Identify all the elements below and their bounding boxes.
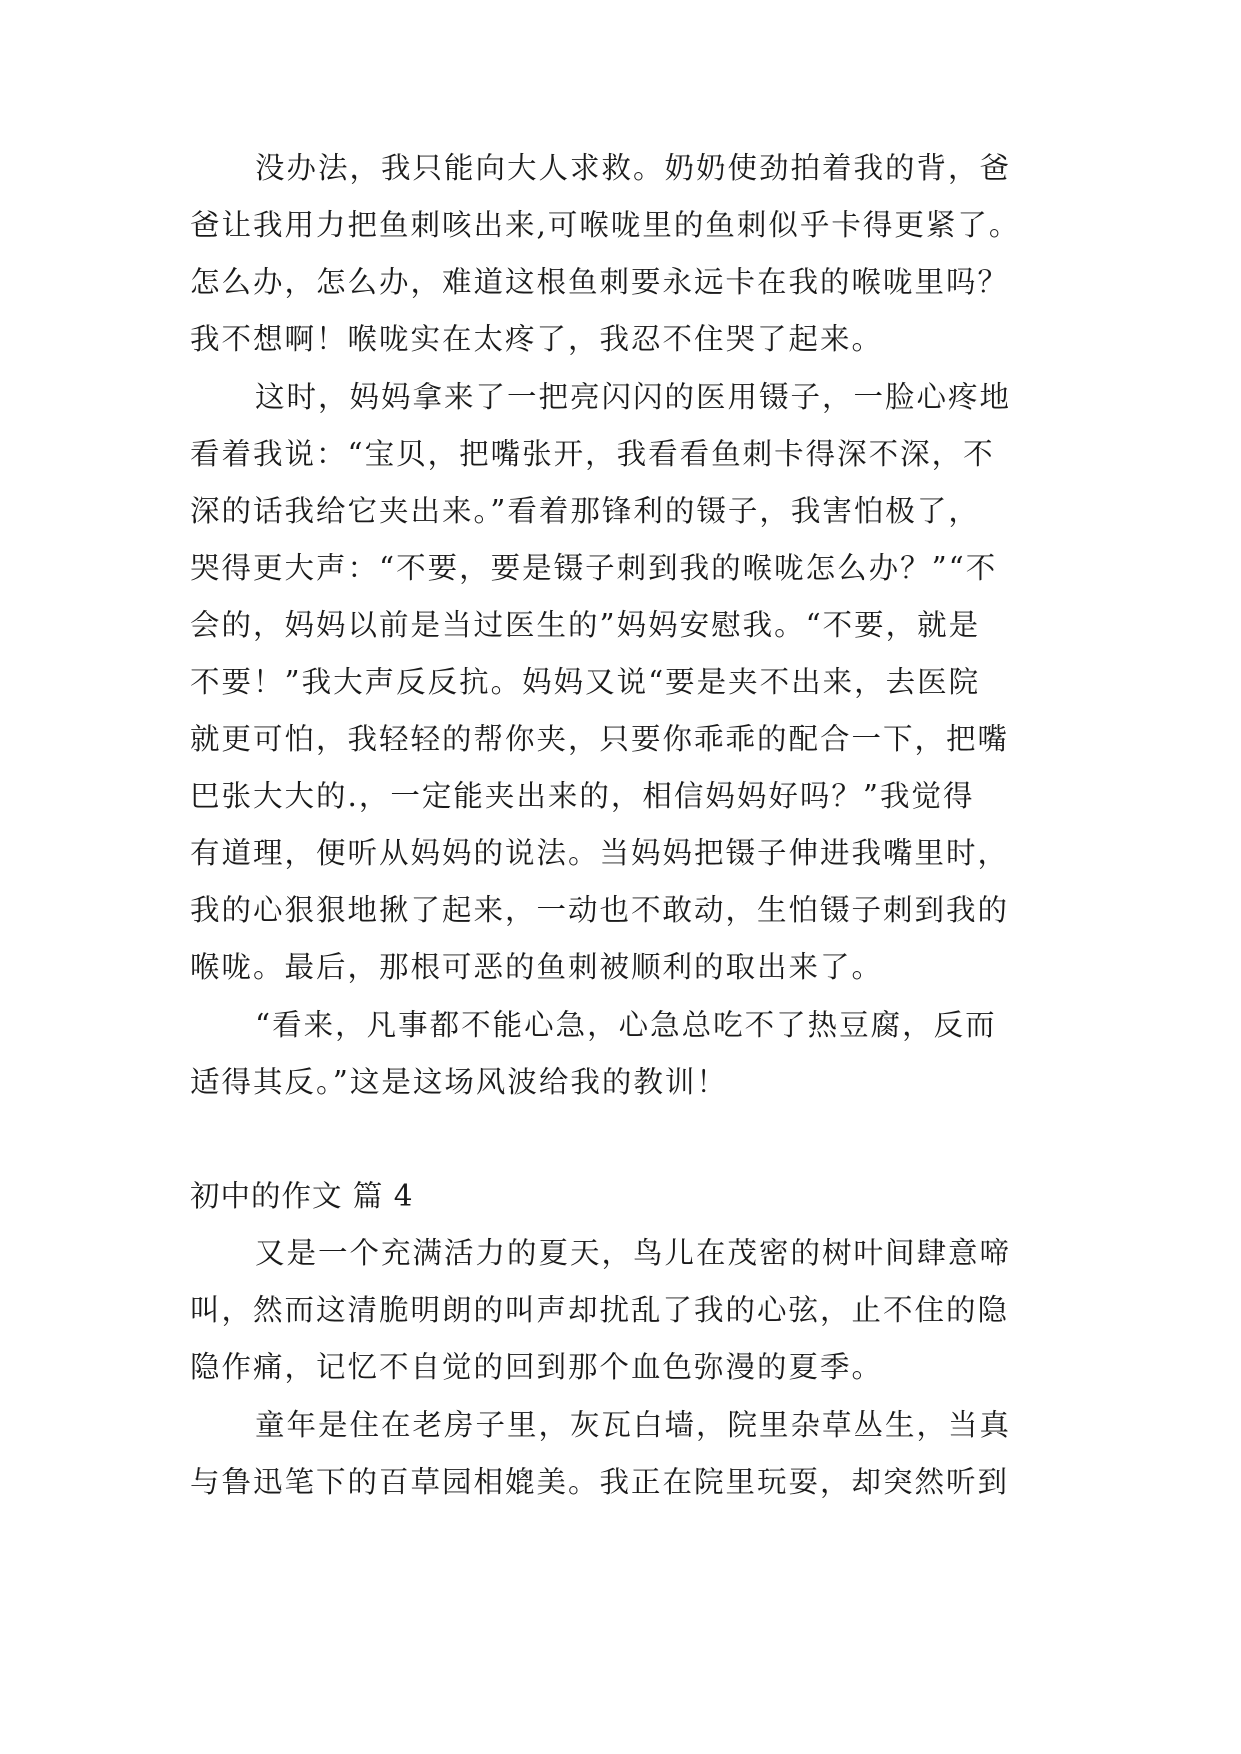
text-line: 爸让我用力把鱼刺咳出来,可喉咙里的鱼刺似乎卡得更紧了。 (190, 208, 1021, 242)
text-line: 我不想啊！喉咙实在太疼了，我忍不住哭了起来。 (190, 322, 884, 356)
section-heading: 初中的作文 篇 4 (190, 1179, 414, 1213)
text-line: 看着我说：“宝贝，把嘴张开，我看看鱼刺卡得深不深，不 (190, 437, 995, 471)
text-line: 哭得更大声：“不要，要是镊子刺到我的喉咙怎么办？”“不 (190, 551, 998, 585)
text-line: 隐作痛，记忆不自觉的回到那个血色弥漫的夏季。 (190, 1350, 884, 1384)
text-line: 喉咙。最后，那根可恶的鱼刺被顺利的取出来了。 (190, 950, 884, 984)
text-line: 这时，妈妈拿来了一把亮闪闪的医用镊子，一脸心疼地 (255, 380, 1012, 414)
text-line: 适得其反。”这是这场风波给我的教训！ (190, 1065, 728, 1099)
text-line: 又是一个充满活力的夏天，鸟儿在茂密的树叶间肆意啼 (255, 1236, 1012, 1270)
text-line: 童年是住在老房子里，灰瓦白墙，院里杂草丛生，当真 (255, 1408, 1012, 1442)
text-line: 会的，妈妈以前是当过医生的”妈妈安慰我。“不要，就是 (190, 608, 981, 642)
text-line: 叫，然而这清脆明朗的叫声却扰乱了我的心弦，止不住的隐 (190, 1293, 1010, 1327)
text-line: 深的话我给它夹出来。”看着那锋利的镊子，我害怕极了， (190, 494, 980, 528)
text-line: 巴张大大的.，一定能夹出来的，相信妈妈好吗？”我觉得 (190, 779, 975, 813)
text-line: 我的心狠狠地揪了起来，一动也不敢动，生怕镊子刺到我的 (190, 893, 1010, 927)
text-line: 有道理，便听从妈妈的说法。当妈妈把镊子伸进我嘴里时， (190, 836, 1010, 870)
text-line: 不要！”我大声反反抗。妈妈又说“要是夹不出来，去医院 (190, 665, 981, 699)
text-line: 就更可怕，我轻轻的帮你夹，只要你乖乖的配合一下，把嘴 (190, 722, 1010, 756)
text-line: 怎么办，怎么办，难道这根鱼刺要永远卡在我的喉咙里吗？ (190, 265, 1010, 299)
text-line: 与鲁迅笔下的百草园相媲美。我正在院里玩耍，却突然听到 (190, 1465, 1010, 1499)
text-line: “看来，凡事都不能心急，心急总吃不了热豆腐，反而 (255, 1008, 997, 1042)
text-line: 没办法，我只能向大人求救。奶奶使劲拍着我的背，爸 (255, 151, 1012, 185)
